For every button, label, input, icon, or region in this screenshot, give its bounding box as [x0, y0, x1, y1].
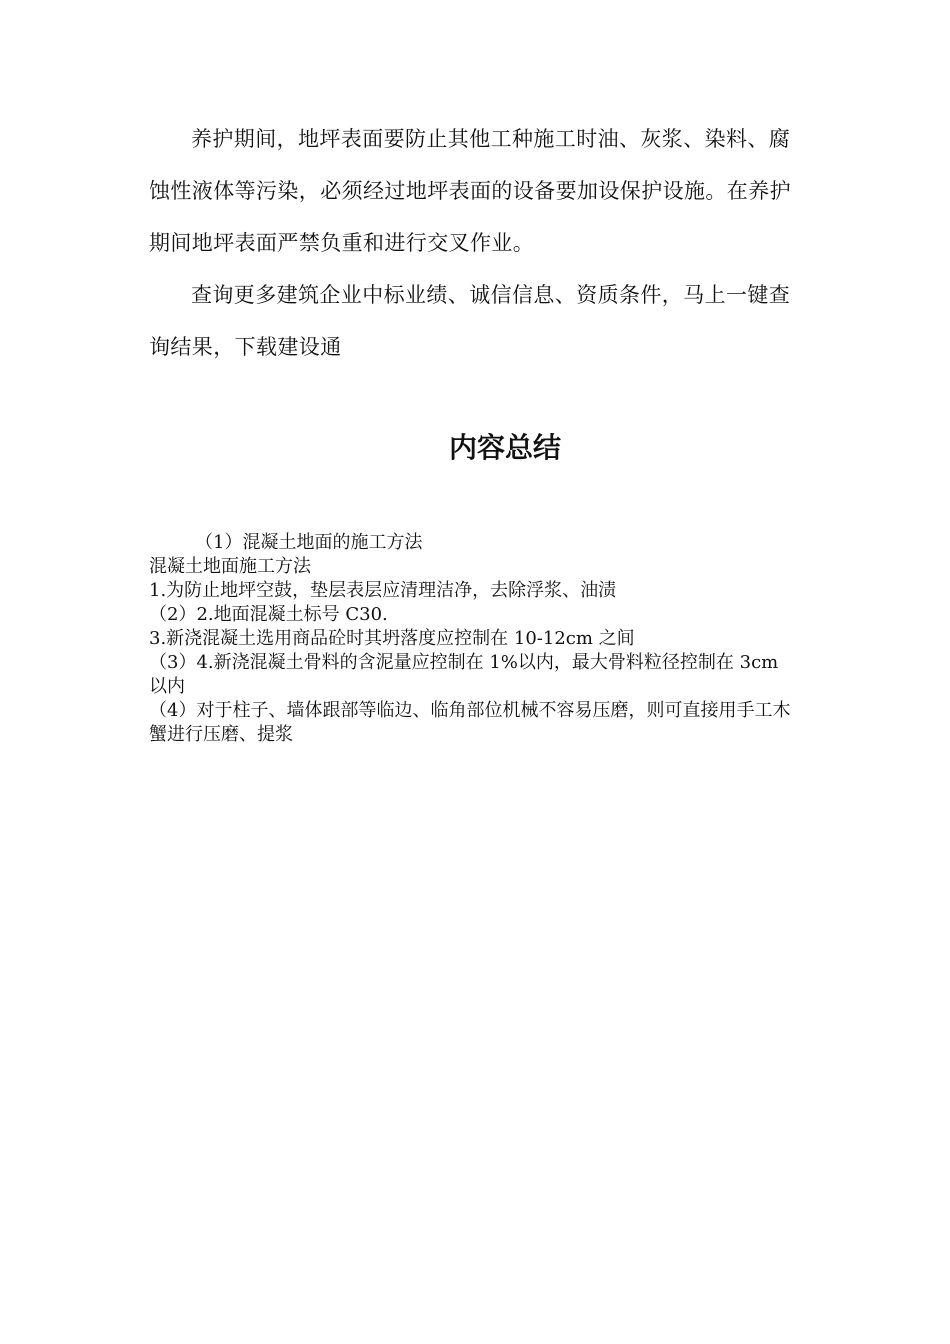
- promo-paragraph: 查询更多建筑企业中标业绩、诚信信息、资质条件，马上一键查询结果，下载建设通: [149, 283, 791, 359]
- summary-line: （3）4.新浇混凝土骨料的含泥量应控制在 1%以内，最大骨料粒径控制在 3cm 以内: [149, 652, 779, 697]
- summary-line: （4）对于柱子、墙体跟部等临边、临角部位机械不容易压磨，则可直接用手工木蟹进行压磨、提浆: [149, 700, 791, 745]
- curing-paragraph: 养护期间，地坪表面要防止其他工种施工时油、灰浆、染料、腐蚀性液体等污染，必须经过地坪表面的设备要加设保护设施。在养护期间地坪表面严禁负重和进行交叉作业。: [149, 127, 791, 255]
- summary-title: 内容总结: [448, 431, 561, 464]
- summary-line: （1）混凝土地面的施工方法: [195, 532, 423, 553]
- summary-line: （2）2.地面混凝土标号 C30.: [149, 604, 388, 625]
- summary-body: [149, 531, 797, 747]
- summary-line: 1.为防止地坪空鼓，垫层表层应清理洁净，去除浮浆、油渍: [149, 580, 617, 601]
- summary-line: 3.新浇混凝土选用商品砼时其坍落度应控制在 10-12cm 之间: [149, 628, 635, 649]
- summary-line: 混凝土地面施工方法: [149, 556, 311, 577]
